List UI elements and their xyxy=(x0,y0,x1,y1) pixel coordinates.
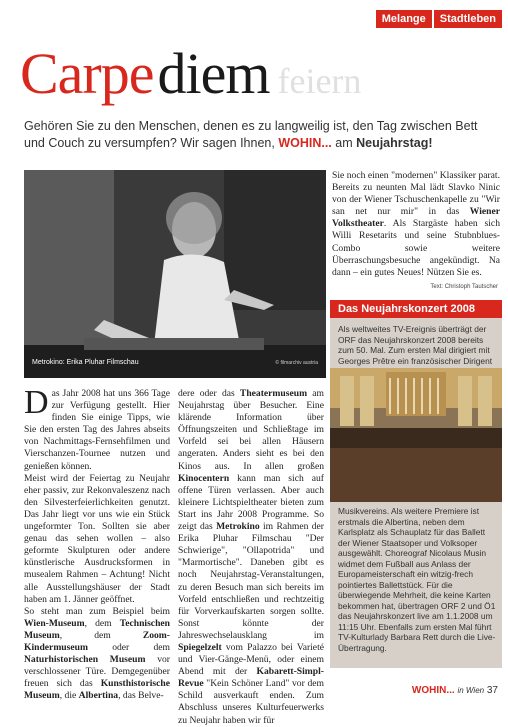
metrokino-photo xyxy=(24,170,326,378)
box-text-intro: Als weltweites TV-Ereignis überträgt der ORF das Neujahrskonzert 2008 bereits zum 50. Mal. Zum ersten Mal dirigiert mit Georges Prêtre ein französischer Dirigent xyxy=(338,324,493,366)
drop-cap: D xyxy=(24,384,49,421)
paragraph-2: Meist wird der Feiertag zu Neujahr eher passiv, zur Rekonvaleszenz nach den Silvesterfeierlichkeiten genutzt. Das Jahr liegt vor uns wie ein Stück ungeformter Ton. Sollten sie aber genau das sehen wollen – also geformte Skulpturen oder andere künstlerische Ausdrucksformen in musealem Rahmen – Achtung! Nicht alle Ausstellungshäuser der Stadt haben am 1. Jänner geöffnet. xyxy=(24,472,170,605)
footer-subtitle: in Wien xyxy=(457,686,485,695)
concert-hall-photo xyxy=(330,368,502,502)
left-column-text xyxy=(24,384,170,702)
photo-credit: © filmarchiv austria xyxy=(275,360,318,366)
photo-illustration xyxy=(24,170,326,378)
photo-caption: Metrokino: Erika Pluhar Filmschau xyxy=(32,359,139,366)
paragraph-1: Das Jahr 2008 hat uns 366 Tage zur Verfügung gestellt. Hier finden Sie einige Tipps, wie Sie den ersten Tag des Jahres abseits von Nachmittags-Fernsehfilmen und Vierschanzen-Tournee nutzen und genießen können. xyxy=(24,384,170,472)
page-number: 37 xyxy=(486,685,498,696)
headline-word-diem: diem xyxy=(157,41,270,106)
paragraph-4: dere oder das Theatermuseum am Neujahrstag über Besucher. Eine klärende Information über Öffnungszeiten und Schließtage im Vorfeld sei bei allen Häusern angeraten. Anders sieht es bei den Kinos aus. In allen großen Kinocentern kann man sich auf offene Türen verlassen. Aber auch kleinere Lichtspieltheater bieten zum Start ins Jahr 2008 Programme. So zeigt das Metrokino im Rahmen der Erika Pluhar Filmschau "Der Schwierige", "Ollapotrida" und "Marmortische". Daneben gibt es noch Neujahrstag-Veranstaltungen, zu deren Besuch man sich bereits im Vorfeld entschließen und rechtzeitig für Vorverkaufskarten sorgen sollte. Sonst könnte der Jahreswechselausklang im Spiegelzelt vom Palazzo bei Varieté und Vier-Gänge-Menü, oder einem Abend mit der Kabarett-Simpl-Revue "Kein Schöner Land" vor dem Schild ausverkauft enden. Zum Abschluss unseres Kulturfeuerwerks zu Neujahr haben wir für xyxy=(178,388,324,726)
neujahrskonzert-box xyxy=(330,300,502,668)
headline-ghost-text: feiern xyxy=(277,61,362,101)
concert-hall-illustration xyxy=(330,368,502,502)
section-tag-melange: Melange xyxy=(376,10,432,28)
right-column-text: Sie noch einen "modernen" Klassiker parat. Bereits zu neunten Mal lädt Slavko Ninic von der Wiener Tschuschenkapelle zu "Wir san net nur mir" in das Wiener Volkstheater. Als Stargäste haben sich Willi Resetarits und seine Stubnblues-Combo sowie weitere Überraschungsbesuche angekündigt. Na dann – ein gutes Neues! Nützen Sie es. xyxy=(332,170,500,278)
wohin-brand: WOHIN... xyxy=(278,136,332,150)
text-author-credit: Text: Christoph Tautscher xyxy=(430,284,498,290)
middle-column-text xyxy=(178,388,324,727)
section-tags xyxy=(376,10,502,28)
lead-paragraph: Gehören Sie zu den Menschen, denen es zu langweilig ist, den Tag zwischen Bett und Couch zu versumpfen? Wir sagen Ihnen, WOHIN... am Neujahrstag! xyxy=(24,119,478,150)
box-text-continued: Musikvereins. Als weitere Premiere ist erstmals die Albertina, neben dem Karlsplatz als Schauplatz für das Ballett der Wiener Staatsoper und Volksoper ausgewählt. Choreograf Nicolaus Musin widmet dem Fußball aus Anlass der Europameisterschaft ein witzig-frech pointiertes Ballettstück. Für die überwiegende Mehrheit, die keine Karten bekommen hat, übertragen ORF 2 und Ö1 das Neujahrskonzert live am 1.1.2008 um 11:15 Uhr. Ebenfalls zum ersten Mal führt TV-Kulturlady Barbara Rett durch die Live-Übertragung. xyxy=(338,506,496,653)
footer-brand: WOHIN... xyxy=(411,685,455,696)
box-title: Das Neujahrskonzert 2008 xyxy=(330,300,502,318)
paragraph-3: So steht man zum Beispiel beim Wien-Museum, dem Technischen Museum, dem Zoom-Kindermuseum oder dem Naturhistorischen Museum vor verschlossener Türe. Demgegenüber freuen sich das Kunsthistorische Museum, die Albertina, das Belve- xyxy=(24,605,170,702)
section-tag-stadtleben: Stadtleben xyxy=(434,10,502,28)
page-footer xyxy=(412,685,498,696)
headline-word-carpe: Carpe xyxy=(20,41,154,106)
headline xyxy=(20,40,490,110)
